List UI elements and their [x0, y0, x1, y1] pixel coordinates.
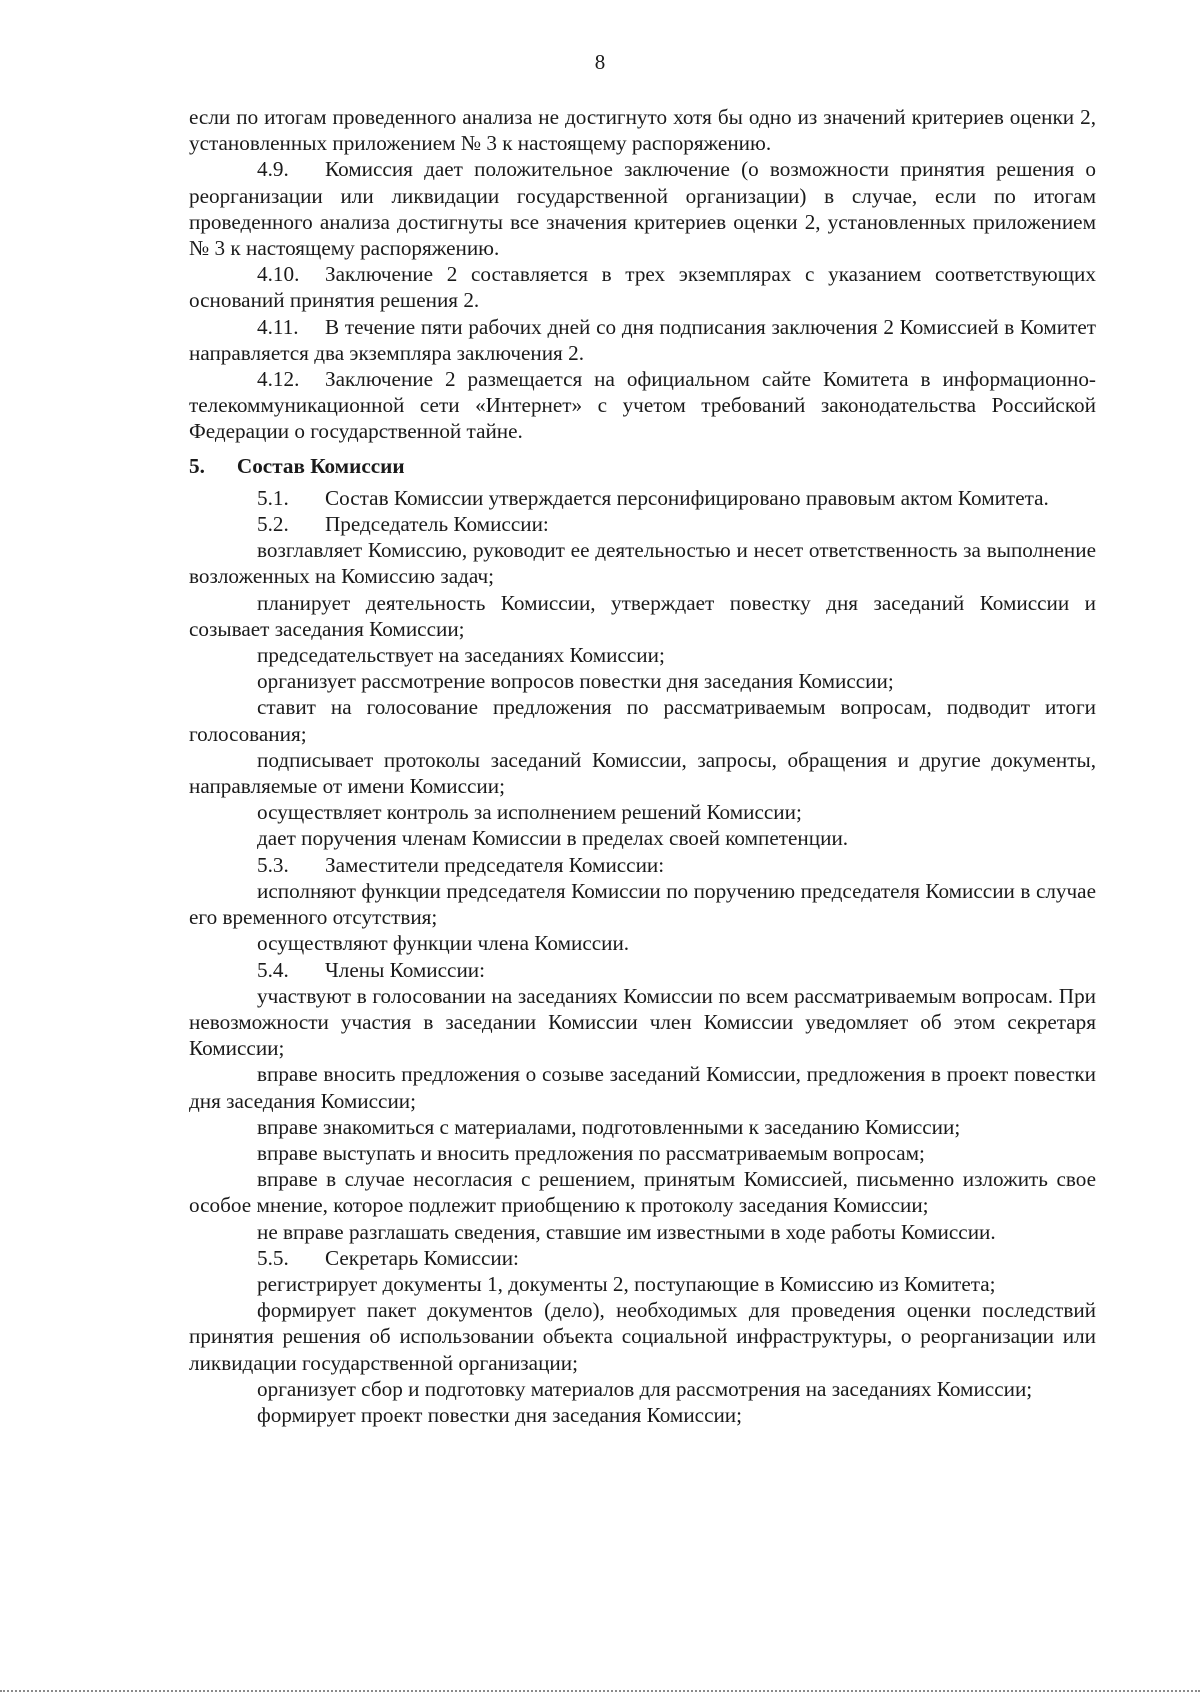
page-number: 8	[594, 50, 606, 74]
list-item	[189, 799, 1096, 825]
clause-text: Заместители председателя Комиссии:	[325, 852, 665, 877]
clause-5-4	[189, 957, 1096, 983]
list-item-text: регистрирует документы 1, документы 2, поступающие в Комиссию из Комитета;	[257, 1271, 996, 1296]
list-item	[189, 1376, 1096, 1402]
clause-4-9	[189, 156, 1096, 261]
clause-number: 4.12.	[257, 367, 300, 392]
list-item	[189, 747, 1096, 799]
list-item-text: исполняют функции председателя Комиссии по поручению председателя Комиссии в случае его временного отсутствия;	[189, 878, 1096, 930]
list-item-text: вправе выступать и вносить предложения по рассматриваемым вопросам;	[257, 1140, 925, 1165]
clause-text: В течение пяти рабочих дней со дня подписания заключения 2 Комиссией в Комитет направляется два экземпляра заключения 2.	[189, 314, 1096, 365]
list-item	[189, 1219, 1096, 1245]
list-item	[189, 825, 1096, 851]
list-item-text: формирует пакет документов (дело), необходимых для проведения оценки последствий принятия решения об использовании объекта социальной инфраструктуры, о реорганизации или ликвидации государственной организации;	[189, 1298, 1096, 1375]
clause-number: 5.5.	[257, 1245, 289, 1270]
clause-5-3	[189, 852, 1096, 878]
list-item-text: ставит на голосование предложения по рассматриваемым вопросам, подводит итоги голосования;	[189, 695, 1096, 746]
list-item	[189, 694, 1096, 746]
list-item-text: вправе знакомиться с материалами, подготовленными к заседанию Комиссии;	[257, 1114, 961, 1139]
clause-5-2	[189, 511, 1096, 537]
clause-number: 5.4.	[257, 957, 289, 982]
list-item-text: планирует деятельность Комиссии, утверждает повестку дня заседаний Комиссии и созывает заседания Комиссии;	[189, 590, 1096, 641]
clause-number: 4.9.	[257, 157, 289, 182]
clause-text: Председатель Комиссии:	[325, 512, 549, 537]
clause-4-12	[189, 366, 1096, 445]
list-item	[189, 642, 1096, 668]
list-item-text: вправе вносить предложения о созыве заседаний Комиссии, предложения в проект повестки дня заседания Комиссии;	[189, 1062, 1096, 1113]
list-item	[189, 1140, 1096, 1166]
list-item	[189, 1402, 1096, 1428]
list-item	[189, 1297, 1096, 1376]
scan-edge-line	[0, 1690, 1200, 1692]
list-item	[189, 983, 1096, 1062]
clause-5-5	[189, 1245, 1096, 1271]
clause-text: Секретарь Комиссии:	[325, 1245, 519, 1270]
list-item-text: участвуют в голосовании на заседаниях Комиссии по всем рассматриваемым вопросам. При невозможности участия в заседании Комиссии член Комиссии уведомляет об этом секретаря Комиссии;	[189, 983, 1096, 1061]
clause-number: 5.2.	[257, 512, 289, 537]
list-item-text: возглавляет Комиссию, руководит ее деятельностью и несет ответственность за выполнение возложенных на Комиссию задач;	[189, 538, 1096, 589]
clause-text: Заключение 2 составляется в трех экземплярах с указанием соответствующих оснований принятия решения 2.	[189, 262, 1096, 313]
list-item	[189, 1166, 1096, 1218]
section-number: 5.	[189, 453, 205, 478]
list-item-text: председательствует на заседаниях Комиссии;	[257, 643, 665, 668]
clause-text: Комиссия дает положительное заключение (о возможности принятия решения о реорганизации или ликвидации государственной организации) в случае, если по итогам проведенного анализа достигнуты все значения критериев оценки 2, установленных приложением № 3 к настоящему распоряжению.	[189, 157, 1096, 261]
clause-text: Члены Комиссии:	[325, 957, 486, 982]
list-item	[189, 1061, 1096, 1113]
list-item-text: подписывает протоколы заседаний Комиссии, запросы, обращения и другие документы, направляемые от имени Комиссии;	[189, 747, 1096, 799]
list-item-text: не вправе разглашать сведения, ставшие им известными в ходе работы Комиссии.	[257, 1219, 996, 1244]
section-heading	[189, 453, 1096, 479]
list-item	[189, 930, 1096, 956]
paragraph-text: если по итогам проведенного анализа не достигнуто хотя бы одно из значений критериев оценки 2, установленных приложением № 3 к настоящему распоряжению.	[189, 105, 1096, 156]
clause-4-10	[189, 261, 1096, 313]
clause-number: 5.3.	[257, 852, 289, 877]
list-item-text: организует сбор и подготовку материалов для рассмотрения на заседаниях Комиссии;	[257, 1376, 1033, 1401]
paragraph-continuation	[189, 104, 1096, 156]
clause-text: Состав Комиссии утверждается персонифицировано правовым актом Комитета.	[325, 485, 1049, 510]
clause-number: 5.1.	[257, 485, 289, 510]
list-item	[189, 537, 1096, 589]
list-item-text: вправе в случае несогласия с решением, принятым Комиссией, письменно изложить свое особое мнение, которое подлежит приобщению к протоколу заседания Комиссии;	[189, 1167, 1096, 1218]
list-item-text: осуществляют функции члена Комиссии.	[257, 931, 630, 956]
clause-5-1	[189, 485, 1096, 511]
list-item-text: дает поручения членам Комиссии в пределах своей компетенции.	[257, 826, 849, 851]
document-body	[189, 104, 1096, 1428]
section-title: Состав Комиссии	[236, 453, 405, 478]
list-item-text: осуществляет контроль за исполнением решений Комиссии;	[257, 800, 802, 825]
list-item-text: формирует проект повестки дня заседания Комиссии;	[257, 1402, 743, 1427]
clause-number: 4.10.	[257, 262, 300, 287]
list-item-text: организует рассмотрение вопросов повестки дня заседания Комиссии;	[257, 669, 894, 694]
clause-text: Заключение 2 размещается на официальном сайте Комитета в информационно-телекоммуникационной сети «Интернет» с учетом требований законодательства Российской Федерации о государственной тайне.	[189, 367, 1096, 444]
list-item	[189, 668, 1096, 694]
list-item	[189, 878, 1096, 930]
list-item	[189, 1114, 1096, 1140]
list-item	[189, 1271, 1096, 1297]
clause-number: 4.11.	[257, 314, 299, 339]
clause-4-11	[189, 314, 1096, 366]
list-item	[189, 590, 1096, 642]
